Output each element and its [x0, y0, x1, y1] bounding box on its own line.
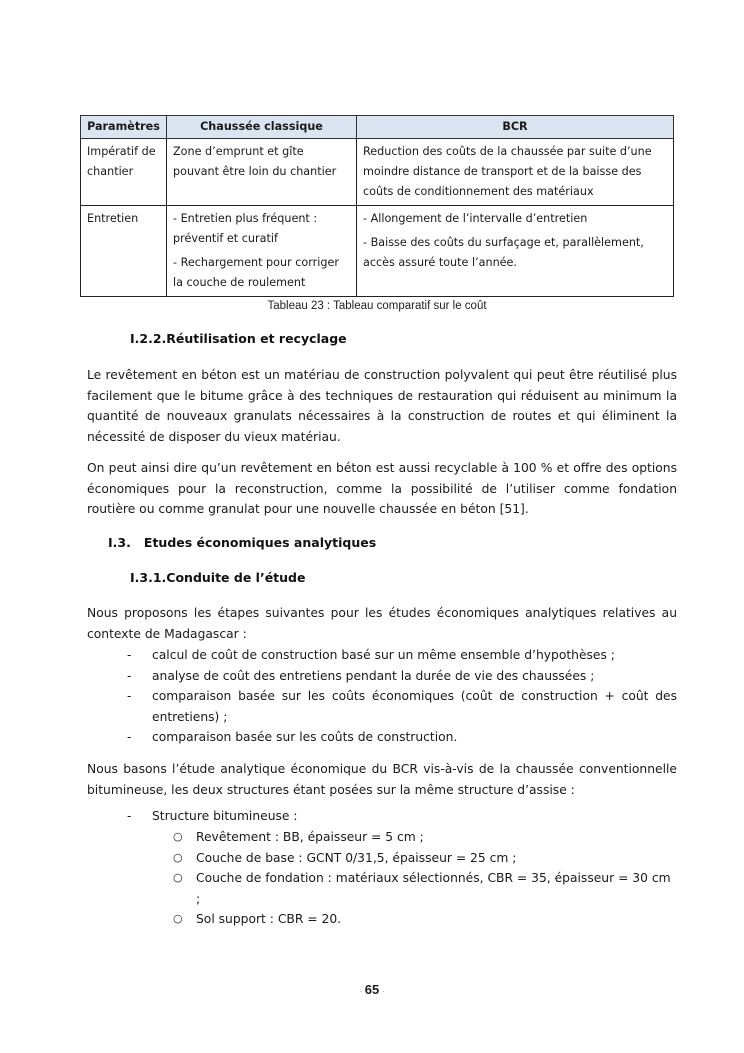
list-item: - analyse de coût des entretiens pendant la durée de vie des chaussées ; — [152, 666, 677, 687]
paragraph-steps-intro: Nous proposons les étapes suivantes pour les études économiques analytiques relatives au contexte de Madagascar : — [87, 606, 677, 641]
cell-text: - Baisse des coûts du surfaçage et, parallèlement, accès assuré toute l’année. — [363, 236, 644, 269]
list-item: ○ Revêtement : BB, épaisseur = 5 cm ; — [196, 827, 676, 848]
cell-text: - Entretien plus fréquent : préventif et curatif — [173, 212, 318, 245]
cost-comparison-table — [80, 115, 674, 297]
cell-text: Zone d’emprunt et gîte pouvant être loin du chantier — [173, 145, 337, 178]
header-bcr: BCR — [357, 116, 674, 139]
dash-bullet: - — [127, 648, 132, 662]
list-item: ○ Couche de fondation : matériaux sélectionnés, CBR = 35, épaisseur = 30 cm ; — [196, 868, 676, 909]
cell-classique — [167, 206, 357, 297]
circle-bullet-icon: ○ — [173, 912, 183, 926]
section-heading-1-3: I.3. Etudes économiques analytiques — [108, 535, 377, 550]
list-item: ○ Sol support : CBR = 20. — [196, 909, 676, 930]
structure-list — [127, 806, 677, 827]
section-heading-1-2-2: I.2.2.Réutilisation et recyclage — [130, 331, 347, 346]
steps-list — [127, 645, 677, 748]
paragraph-basis: Nous basons l’étude analytique économique du BCR vis-à-vis de la chaussée conventionnelle bitumineuse, les deux structures étant posées sur la même structure d’assise : — [87, 762, 677, 797]
table-header-row — [81, 116, 674, 139]
list-item: - comparaison basée sur les coûts économiques (coût de construction + coût des entretiens) ; — [152, 686, 677, 727]
structure-items-list — [173, 827, 676, 930]
circle-bullet-icon: ○ — [173, 850, 183, 864]
header-parametres: Paramètres — [81, 116, 167, 139]
cell-bcr — [357, 206, 674, 297]
dash-bullet: - — [127, 730, 132, 745]
dash-bullet: - — [127, 809, 132, 823]
list-item: - Structure bitumineuse : — [152, 806, 677, 827]
cell-param: Impératif de chantier — [81, 139, 167, 206]
header-chaussee-classique: Chaussée classique — [167, 116, 357, 139]
table-row — [81, 206, 674, 297]
paragraph-reuse: Le revêtement en béton est un matériau de construction polyvalent qui peut être réutilisé plus facilement que le bitume grâce à des techniques de restauration qui réduisent au minimum la quantité de nouveaux granulats nécessaires à la construction de routes et qui éliminent la nécessité de disposer du vieux matériau. — [87, 368, 677, 444]
cell-text: Reduction des coûts de la chaussée par suite d’une moindre distance de transport et de la baisse des coûts de conditionnement des matériaux — [363, 145, 652, 198]
list-item: - calcul de coût de construction basé sur un même ensemble d’hypothèses ; — [152, 645, 677, 666]
paragraph-recycle: On peut ainsi dire qu’un revêtement en béton est aussi recyclable à 100 % et offre des options économiques pour la reconstruction, comme la possibilité de l’utiliser comme fondation routière ou comme granulat pour une nouvelle chaussée en béton [51]. — [87, 461, 677, 517]
table-row — [81, 139, 674, 206]
cell-param: Entretien — [81, 206, 167, 297]
circle-bullet-icon: ○ — [173, 871, 183, 885]
list-item: ○ Couche de base : GCNT 0/31,5, épaisseur = 25 cm ; — [196, 848, 676, 869]
table-caption: Tableau 23 : Tableau comparatif sur le coût — [267, 300, 487, 312]
cell-text: - Allongement de l’intervalle d’entretien — [363, 212, 588, 225]
circle-bullet-icon: ○ — [173, 830, 183, 843]
cell-text: - Rechargement pour corriger la couche de roulement — [173, 256, 339, 289]
dash-bullet: - — [127, 689, 132, 704]
dash-bullet: - — [127, 668, 132, 683]
section-heading-1-3-1: I.3.1.Conduite de l’étude — [130, 570, 306, 585]
page-number: . 65 . — [359, 982, 385, 997]
cell-bcr — [357, 139, 674, 206]
list-item: - comparaison basée sur les coûts de construction. — [152, 727, 677, 748]
cell-classique — [167, 139, 357, 206]
